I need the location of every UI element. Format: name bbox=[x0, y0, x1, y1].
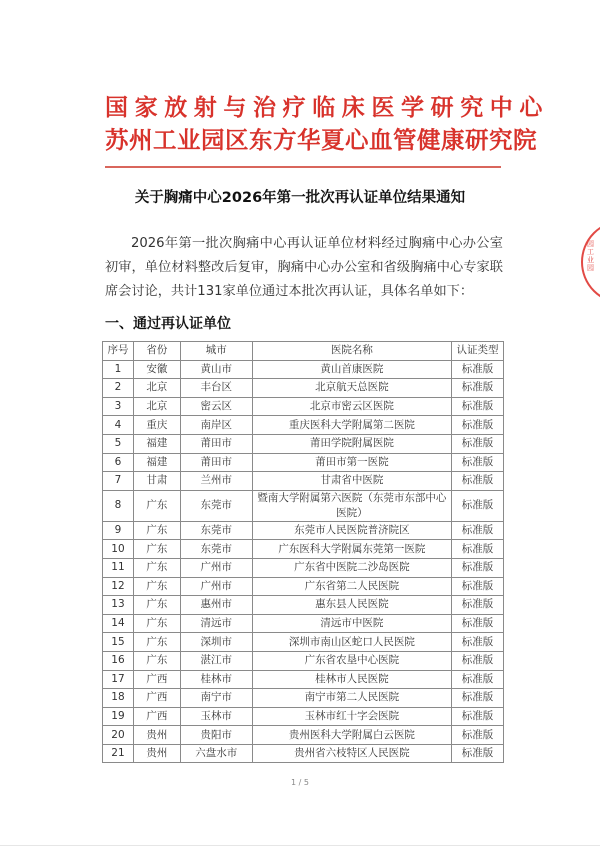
cell-no: 10 bbox=[103, 540, 134, 559]
cell-city: 兰州市 bbox=[180, 472, 252, 491]
cell-no: 21 bbox=[103, 744, 134, 763]
header-city: 城市 bbox=[180, 342, 252, 361]
cell-city: 深圳市 bbox=[180, 633, 252, 652]
cell-no: 2 bbox=[103, 379, 134, 398]
cell-no: 17 bbox=[103, 670, 134, 689]
cell-city: 密云区 bbox=[180, 397, 252, 416]
cell-hospital: 北京航天总医院 bbox=[252, 379, 451, 398]
cell-hospital: 桂林市人民医院 bbox=[252, 670, 451, 689]
cell-type: 标准版 bbox=[452, 379, 504, 398]
cell-hospital: 重庆医科大学附属第二医院 bbox=[252, 416, 451, 435]
cell-hospital: 广东医科大学附属东莞第一医院 bbox=[252, 540, 451, 559]
cell-no: 9 bbox=[103, 521, 134, 540]
cell-hospital: 东莞市人民医院普济院区 bbox=[252, 521, 451, 540]
cell-city: 黄山市 bbox=[180, 360, 252, 379]
table-row bbox=[103, 633, 504, 652]
cell-no: 8 bbox=[103, 490, 134, 521]
header-province: 省份 bbox=[133, 342, 180, 361]
cell-city: 贵阳市 bbox=[180, 726, 252, 745]
cell-province: 广东 bbox=[133, 521, 180, 540]
table-row bbox=[103, 651, 504, 670]
cell-city: 桂林市 bbox=[180, 670, 252, 689]
cell-type: 标准版 bbox=[452, 577, 504, 596]
section-heading: 一、通过再认证单位 bbox=[105, 316, 231, 332]
cell-type: 标准版 bbox=[452, 633, 504, 652]
header-type: 认证类型 bbox=[452, 342, 504, 361]
cell-type: 标准版 bbox=[452, 521, 504, 540]
table-row bbox=[103, 472, 504, 491]
table-row bbox=[103, 614, 504, 633]
cell-no: 3 bbox=[103, 397, 134, 416]
table-row bbox=[103, 689, 504, 708]
cell-hospital: 甘肃省中医院 bbox=[252, 472, 451, 491]
cell-city: 东莞市 bbox=[180, 540, 252, 559]
table-row bbox=[103, 521, 504, 540]
cell-type: 标准版 bbox=[452, 490, 504, 521]
cell-type: 标准版 bbox=[452, 397, 504, 416]
table-row bbox=[103, 577, 504, 596]
cell-no: 16 bbox=[103, 651, 134, 670]
cell-city: 东莞市 bbox=[180, 490, 252, 521]
table-row bbox=[103, 360, 504, 379]
table-row bbox=[103, 540, 504, 559]
cell-hospital: 南宁市第二人民医院 bbox=[252, 689, 451, 708]
cell-city: 南岸区 bbox=[180, 416, 252, 435]
cell-city: 广州市 bbox=[180, 577, 252, 596]
cell-hospital: 莆田学院附属医院 bbox=[252, 434, 451, 453]
cell-hospital: 广东省第二人民医院 bbox=[252, 577, 451, 596]
table-body bbox=[103, 360, 504, 763]
intro-paragraph bbox=[105, 232, 503, 304]
cell-city: 广州市 bbox=[180, 558, 252, 577]
cell-type: 标准版 bbox=[452, 726, 504, 745]
cell-city: 六盘水市 bbox=[180, 744, 252, 763]
table-row bbox=[103, 707, 504, 726]
cell-type: 标准版 bbox=[452, 472, 504, 491]
cell-province: 重庆 bbox=[133, 416, 180, 435]
cell-province: 广东 bbox=[133, 558, 180, 577]
cell-type: 标准版 bbox=[452, 707, 504, 726]
cell-no: 14 bbox=[103, 614, 134, 633]
cell-no: 13 bbox=[103, 596, 134, 615]
scan-artifact-line bbox=[0, 845, 600, 846]
cell-type: 标准版 bbox=[452, 360, 504, 379]
cell-hospital: 贵州省六枝特区人民医院 bbox=[252, 744, 451, 763]
cell-province: 甘肃 bbox=[133, 472, 180, 491]
cell-hospital: 玉林市红十字会医院 bbox=[252, 707, 451, 726]
table-row bbox=[103, 379, 504, 398]
cell-province: 广东 bbox=[133, 651, 180, 670]
table-row bbox=[103, 453, 504, 472]
cell-hospital: 黄山首康医院 bbox=[252, 360, 451, 379]
document-title: 关于胸痛中心2026年第一批次再认证单位结果通知 bbox=[134, 190, 466, 206]
official-seal-text: 园工业园 bbox=[587, 240, 594, 272]
cell-province: 广西 bbox=[133, 670, 180, 689]
cell-province: 贵州 bbox=[133, 726, 180, 745]
letterhead-org-line-2: 苏州工业园区东方华夏心血管健康研究院 bbox=[105, 126, 537, 154]
table-row bbox=[103, 670, 504, 689]
cell-type: 标准版 bbox=[452, 614, 504, 633]
page-indicator: 1 / 5 bbox=[291, 778, 309, 787]
cell-type: 标准版 bbox=[452, 416, 504, 435]
cell-province: 北京 bbox=[133, 397, 180, 416]
cell-hospital: 莆田市第一医院 bbox=[252, 453, 451, 472]
cell-city: 莆田市 bbox=[180, 453, 252, 472]
table-row bbox=[103, 744, 504, 763]
cell-type: 标准版 bbox=[452, 744, 504, 763]
cell-province: 广东 bbox=[133, 614, 180, 633]
cell-province: 广西 bbox=[133, 689, 180, 708]
cell-city: 莆田市 bbox=[180, 434, 252, 453]
cell-no: 4 bbox=[103, 416, 134, 435]
header-no: 序号 bbox=[103, 342, 134, 361]
cell-type: 标准版 bbox=[452, 558, 504, 577]
cell-province: 广东 bbox=[133, 540, 180, 559]
cell-province: 安徽 bbox=[133, 360, 180, 379]
cell-no: 18 bbox=[103, 689, 134, 708]
cell-no: 12 bbox=[103, 577, 134, 596]
cell-no: 20 bbox=[103, 726, 134, 745]
cell-province: 福建 bbox=[133, 453, 180, 472]
cell-hospital: 广东省农垦中心医院 bbox=[252, 651, 451, 670]
cell-hospital: 清远市中医院 bbox=[252, 614, 451, 633]
cell-city: 东莞市 bbox=[180, 521, 252, 540]
cell-type: 标准版 bbox=[452, 651, 504, 670]
cell-type: 标准版 bbox=[452, 453, 504, 472]
cell-no: 6 bbox=[103, 453, 134, 472]
cell-no: 11 bbox=[103, 558, 134, 577]
cell-type: 标准版 bbox=[452, 434, 504, 453]
letterhead-divider bbox=[105, 166, 501, 168]
cell-city: 惠州市 bbox=[180, 596, 252, 615]
cell-province: 广东 bbox=[133, 633, 180, 652]
cell-no: 7 bbox=[103, 472, 134, 491]
cell-province: 广东 bbox=[133, 577, 180, 596]
cell-hospital: 暨南大学附属第六医院（东莞市东部中心医院） bbox=[252, 490, 451, 521]
table-row bbox=[103, 397, 504, 416]
table-row bbox=[103, 490, 504, 521]
cell-hospital: 广东省中医院二沙岛医院 bbox=[252, 558, 451, 577]
cell-no: 1 bbox=[103, 360, 134, 379]
cell-type: 标准版 bbox=[452, 540, 504, 559]
cell-city: 清远市 bbox=[180, 614, 252, 633]
cell-city: 丰台区 bbox=[180, 379, 252, 398]
cell-hospital: 北京市密云区医院 bbox=[252, 397, 451, 416]
table-row bbox=[103, 558, 504, 577]
letterhead-org-line-1: 国家放射与治疗临床医学研究中心 bbox=[105, 94, 549, 121]
table-row bbox=[103, 726, 504, 745]
cell-hospital: 惠东县人民医院 bbox=[252, 596, 451, 615]
cell-type: 标准版 bbox=[452, 596, 504, 615]
table-row bbox=[103, 596, 504, 615]
cell-no: 19 bbox=[103, 707, 134, 726]
certified-units-table bbox=[102, 341, 504, 763]
cell-province: 北京 bbox=[133, 379, 180, 398]
cell-province: 贵州 bbox=[133, 744, 180, 763]
table-row bbox=[103, 434, 504, 453]
intro-paragraph-text: 2026年第一批次胸痛中心再认证单位材料经过胸痛中心办公室初审，单位材料整改后复审，胸痛中心办公室和省级胸痛中心专家联席会讨论，共计131家单位通过本批次再认证，具体名单如下： bbox=[105, 236, 503, 299]
cell-hospital: 贵州医科大学附属白云医院 bbox=[252, 726, 451, 745]
cell-hospital: 深圳市南山区蛇口人民医院 bbox=[252, 633, 451, 652]
cell-no: 15 bbox=[103, 633, 134, 652]
cell-province: 广西 bbox=[133, 707, 180, 726]
cell-city: 湛江市 bbox=[180, 651, 252, 670]
cell-city: 南宁市 bbox=[180, 689, 252, 708]
table-row bbox=[103, 416, 504, 435]
cell-city: 玉林市 bbox=[180, 707, 252, 726]
cell-province: 广东 bbox=[133, 596, 180, 615]
table-header-row bbox=[103, 342, 504, 361]
cell-province: 广东 bbox=[133, 490, 180, 521]
cell-no: 5 bbox=[103, 434, 134, 453]
cell-type: 标准版 bbox=[452, 689, 504, 708]
cell-type: 标准版 bbox=[452, 670, 504, 689]
header-hospital: 医院名称 bbox=[252, 342, 451, 361]
cell-province: 福建 bbox=[133, 434, 180, 453]
